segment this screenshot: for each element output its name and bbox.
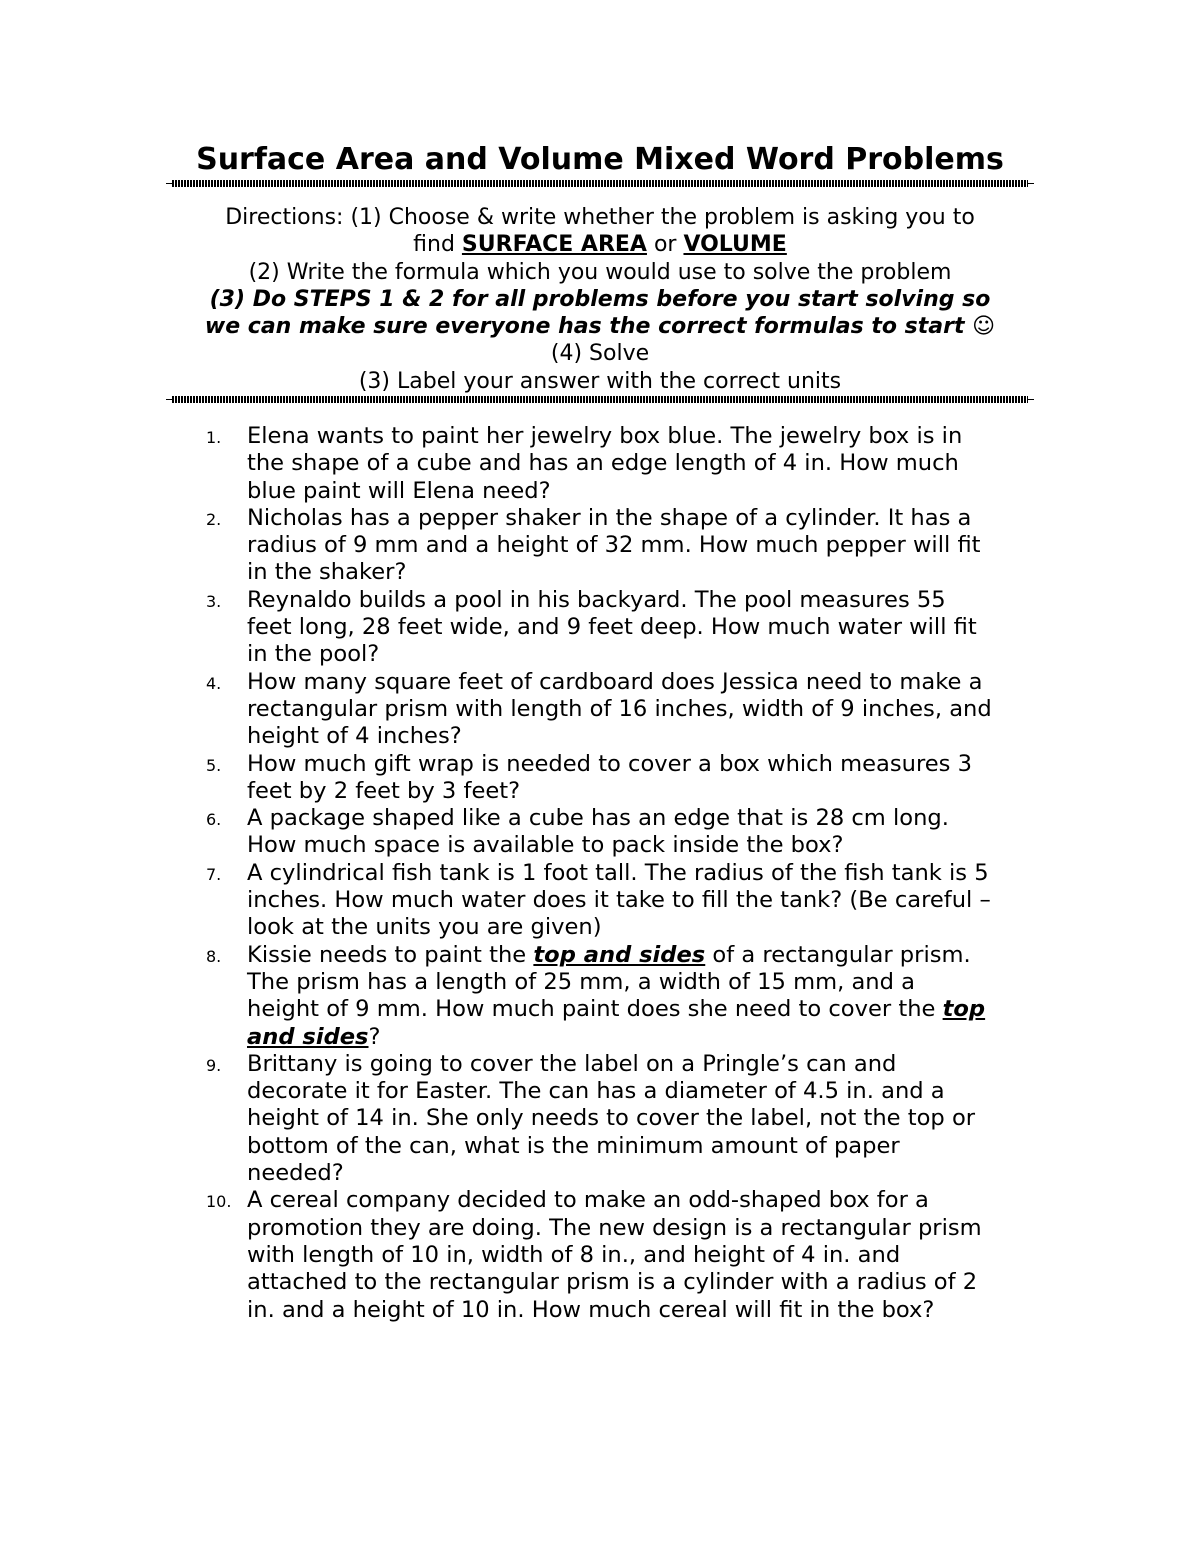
problem-3 bbox=[206, 587, 1036, 669]
problem-text-line: A cereal company decided to make an odd-shaped box for a bbox=[247, 1187, 929, 1214]
directions-line-6: (4) Solve bbox=[550, 341, 650, 367]
problem-text-line bbox=[247, 942, 1036, 969]
directions-line-3: (2) Write the formula which you would use to solve the problem bbox=[248, 259, 952, 285]
problem-text-line: How much space is available to pack inside the box? bbox=[247, 832, 844, 859]
directions-line-4: (3) Do STEPS 1 & 2 for all problems before you start solving so bbox=[209, 286, 991, 312]
page-title: Surface Area and Volume Mixed Word Problems bbox=[196, 142, 1004, 177]
problem-text-line: height of 14 in. She only needs to cover the label, not the top or bbox=[247, 1105, 976, 1132]
problem-text-line: radius of 9 mm and a height of 32 mm. How much pepper will fit bbox=[247, 532, 981, 559]
problem-text-line: height of 4 inches? bbox=[247, 723, 462, 750]
problem-number: 2. bbox=[206, 509, 222, 529]
emphasis-and-sides: and sides bbox=[247, 1023, 369, 1050]
problem-text-line: How many square feet of cardboard does Jessica need to make a bbox=[247, 668, 983, 695]
problem-number: 3. bbox=[206, 591, 222, 611]
problem-text-line: in the shaker? bbox=[247, 559, 407, 586]
problem-6 bbox=[206, 805, 1036, 860]
problem-number: 4. bbox=[206, 673, 222, 693]
problem-4 bbox=[206, 669, 1036, 751]
problem-text-line: blue paint will Elena need? bbox=[247, 477, 551, 504]
problem-8 bbox=[206, 942, 1036, 1051]
problem-text-line: Brittany is going to cover the label on a Pringle’s can and bbox=[247, 1050, 897, 1077]
problem-text-line: inches. How much water does it take to fill the tank? (Be careful – bbox=[247, 887, 991, 914]
problem-number: 8. bbox=[206, 946, 222, 966]
problem-text-line: needed? bbox=[247, 1160, 344, 1187]
directions-line-7: (3) Label your answer with the correct units bbox=[358, 368, 842, 394]
problem-number: 9. bbox=[206, 1055, 222, 1075]
problem-text-line: look at the units you are given) bbox=[247, 914, 602, 941]
problem-text-line: feet by 2 feet by 3 feet? bbox=[247, 777, 521, 804]
problem-text-line: the shape of a cube and has an edge length of 4 in. How much bbox=[247, 450, 959, 477]
problem-text-line: Reynaldo builds a pool in his backyard. The pool measures 55 bbox=[247, 586, 946, 613]
problem-text-segment: Kissie needs to paint the bbox=[247, 941, 534, 968]
problem-text-line: feet long, 28 feet wide, and 9 feet deep. How much water will fit bbox=[247, 614, 977, 641]
problem-text-line: How much gift wrap is needed to cover a box which measures 3 bbox=[247, 750, 972, 777]
problem-text-line: Nicholas has a pepper shaker in the shape of a cylinder. It has a bbox=[247, 504, 972, 531]
problem-9 bbox=[206, 1051, 1036, 1187]
problem-text-line: in the pool? bbox=[247, 641, 380, 668]
directions-or-text: or bbox=[646, 232, 684, 258]
problem-text-line: in. and a height of 10 in. How much cereal will fit in the box? bbox=[247, 1296, 935, 1323]
decorative-divider-bottom bbox=[172, 396, 1028, 403]
problem-7 bbox=[206, 860, 1036, 942]
emphasis-top: top bbox=[942, 996, 986, 1023]
problem-text-line: A cylindrical fish tank is 1 foot tall. The radius of the fish tank is 5 bbox=[247, 859, 989, 886]
volume-keyword: VOLUME bbox=[683, 232, 787, 258]
directions-line-5: we can make sure everyone has the correct formulas to start ☺ bbox=[204, 314, 996, 340]
problem-text-line: attached to the rectangular prism is a cylinder with a radius of 2 bbox=[247, 1269, 978, 1296]
problem-10 bbox=[206, 1187, 1036, 1323]
problem-text-line: with length of 10 in, width of 8 in., and height of 4 in. and bbox=[247, 1241, 901, 1268]
problem-number: 5. bbox=[206, 755, 222, 775]
decorative-divider-top bbox=[172, 180, 1028, 187]
problem-text-line: The prism has a length of 25 mm, a width of 15 mm, and a bbox=[247, 968, 915, 995]
problem-number: 7. bbox=[206, 864, 222, 884]
problem-text-line bbox=[247, 996, 1036, 1023]
problem-text-line: bottom of the can, what is the minimum amount of paper bbox=[247, 1132, 900, 1159]
problem-number: 1. bbox=[206, 428, 222, 447]
problem-text-segment: ? bbox=[368, 1023, 381, 1050]
problem-number: 10. bbox=[206, 1192, 232, 1212]
problem-text-line: A package shaped like a cube has an edge that is 28 cm long. bbox=[247, 805, 949, 832]
surface-area-keyword: SURFACE AREA bbox=[461, 232, 647, 258]
problem-2 bbox=[206, 505, 1036, 587]
problem-text-line: Elena wants to paint her jewelry box blue. The jewelry box is in bbox=[247, 423, 963, 449]
problem-text-line: promotion they are doing. The new design is a rectangular prism bbox=[247, 1214, 982, 1241]
directions-line-1: Directions: (1) Choose & write whether the problem is asking you to bbox=[225, 205, 975, 230]
directions-block bbox=[150, 204, 1050, 395]
directions-line-2 bbox=[150, 231, 1050, 258]
problem-text-line: decorate it for Easter. The can has a diameter of 4.5 in. and a bbox=[247, 1078, 945, 1105]
directions-find-text: find bbox=[413, 232, 462, 258]
emphasis-top-and-sides: top and sides bbox=[533, 941, 706, 968]
problem-5 bbox=[206, 751, 1036, 806]
problem-text-line: rectangular prism with length of 16 inches, width of 9 inches, and bbox=[247, 695, 992, 722]
problem-list bbox=[206, 423, 1036, 1324]
problem-text-segment: height of 9 mm. How much paint does she need to cover the bbox=[247, 996, 943, 1023]
problem-number: 6. bbox=[206, 810, 222, 830]
problem-text-line bbox=[247, 1024, 1036, 1051]
problem-text-segment: of a rectangular prism. bbox=[705, 941, 971, 968]
problem-1 bbox=[206, 423, 1036, 505]
